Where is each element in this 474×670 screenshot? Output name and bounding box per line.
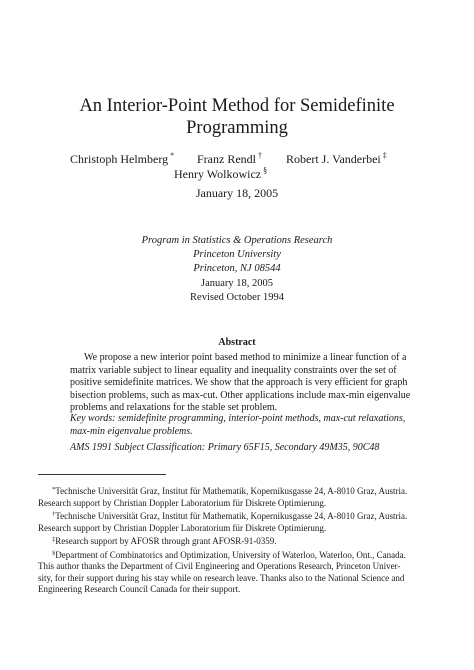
- footnote-rule: [38, 474, 166, 475]
- footnote-text: Technische Universität Graz, Institut für Mathematik, Kopernikusgasse 24, A-8010 Graz, Austria.: [55, 486, 408, 496]
- affiliation-line-3: Princeton, NJ 08544: [193, 263, 281, 274]
- footnote-3-line-1: [38, 534, 438, 548]
- footnote-1-line-2: Research support by Christian Doppler Laboratorium für Diskrete Optimierung.: [38, 497, 327, 508]
- footnote-4-line-3: sity, for their support during his stay while on research leave. Thanks also to the National Science and: [38, 572, 405, 583]
- abstract-line: bisection problems, such as max-cut. Other applications include max-min eigenvalue: [70, 389, 411, 401]
- title-line-2: Programming: [186, 118, 288, 138]
- footnote-2-line-1: [38, 509, 438, 523]
- abstract-line: We propose a new interior point based method to minimize a linear function of a: [84, 352, 407, 363]
- footnote-text: Department of Combinatorics and Optimization, University of Waterloo, Waterloo, Ont., Canada.: [55, 549, 406, 560]
- author-3: [286, 151, 387, 167]
- ams-classification: [70, 442, 404, 455]
- author-name: Henry Wolkowicz: [174, 167, 262, 181]
- footnote-4-line-1: [38, 548, 438, 562]
- abstract-line: positive semidefinite matrices. We show that the approach is very efficient for graph: [70, 377, 408, 388]
- footnote-mark: †: [52, 511, 56, 518]
- footnote-4-line-4: Engineering Research Council Canada for their support.: [38, 584, 241, 594]
- author-name: Franz Rendl: [197, 152, 256, 166]
- author-mark: §: [263, 166, 268, 175]
- ams-line: AMS 1991 Subject Classification: Primary 65F15, Secondary 49M35, 90C48: [70, 442, 380, 453]
- author-mark: *: [170, 151, 175, 160]
- author-mark: ‡: [382, 151, 387, 160]
- affiliation-line-2: Princeton University: [193, 249, 281, 260]
- paper-date: January 18, 2005: [195, 186, 279, 200]
- title-line-1: An Interior-Point Method for Semidefinite: [79, 96, 395, 116]
- abstract-heading: Abstract: [218, 337, 256, 348]
- revised-line: Revised October 1994: [190, 292, 284, 303]
- keywords-line-1: Key words: semidefinite programming, interior-point methods, max-cut relaxations,: [70, 413, 406, 424]
- footnote-mark: §: [52, 549, 56, 557]
- author-2: [197, 151, 262, 167]
- author-1: [70, 151, 174, 167]
- footnote-mark: *: [52, 486, 56, 493]
- footnotes: [38, 484, 438, 596]
- author-4: [174, 166, 267, 182]
- footnote-4-line-2: This author thanks the Department of Civil Engineering and Operations Research, Princeton Univer-: [38, 561, 401, 571]
- keywords-line-2: max-min eigenvalue problems.: [70, 425, 193, 437]
- abstract-line: matrix variable subject to linear equality and inequality constraints over the set of: [70, 364, 397, 376]
- footnote-text: Research support by AFOSR through grant AFOSR-91-0359.: [55, 536, 277, 546]
- footnote-mark: ‡: [52, 536, 56, 543]
- abstract-body: [70, 352, 411, 415]
- author-name: Christoph Helmberg: [70, 152, 169, 166]
- author-name: Robert J. Vanderbei: [286, 152, 381, 166]
- author-mark: †: [258, 151, 262, 160]
- footnote-2-line-2: Research support by Christian Doppler Laboratorium für Diskrete Optimierung.: [38, 522, 327, 533]
- affiliation-line-1: Program in Statistics & Operations Research: [141, 235, 333, 246]
- abstract-line: problems and relaxations for the stable set problem.: [70, 402, 278, 413]
- footnote-1-line-1: [38, 484, 438, 498]
- date-line: January 18, 2005: [200, 278, 274, 289]
- keywords: [70, 413, 404, 438]
- footnote-text: Technische Universität Graz, Institut für Mathematik, Kopernikusgasse 24, A-8010 Graz, Austria.: [55, 511, 408, 521]
